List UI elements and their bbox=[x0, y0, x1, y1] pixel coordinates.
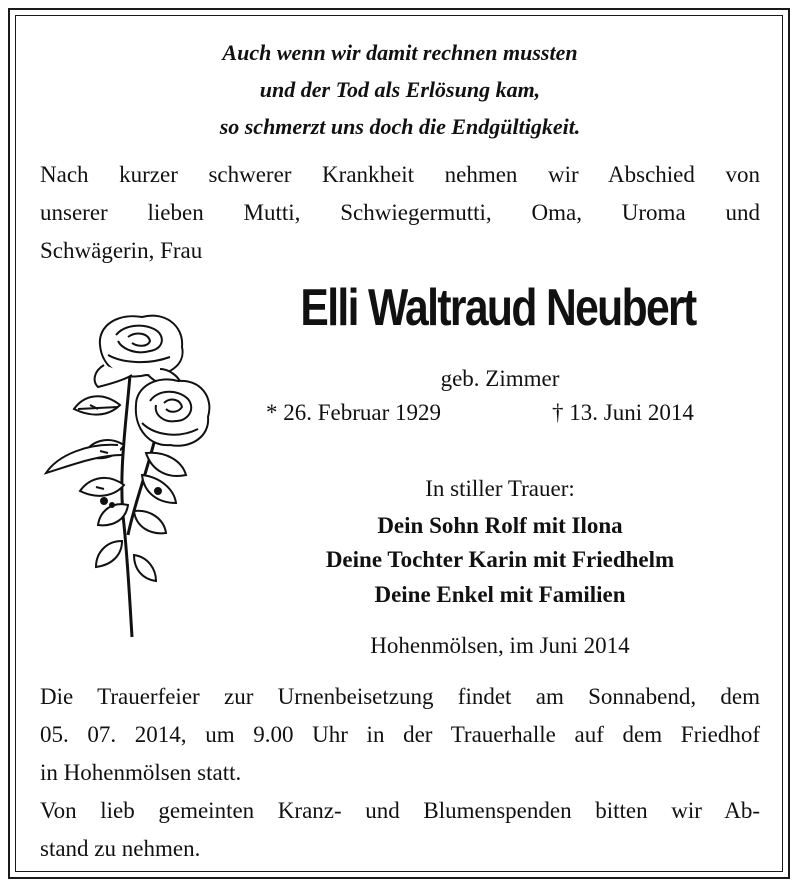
intro-line: unserer lieben Mutti, Schwiegermutti, Oma, Uroma und bbox=[40, 200, 760, 225]
motto-verse bbox=[0, 34, 800, 145]
motto-line: so schmerzt uns doch die Endgültigkeit. bbox=[219, 114, 581, 139]
mourner-line: Deine Enkel mit Familien bbox=[374, 582, 626, 607]
mourner-line: Deine Tochter Karin mit Friedhelm bbox=[325, 547, 675, 572]
mourners-heading: In stiller Trauer: bbox=[425, 476, 575, 501]
notice-line: Die Trauerfeier zur Urnenbeisetzung findet am Sonnabend, dem bbox=[40, 684, 760, 709]
rose-illustration-icon bbox=[38, 305, 228, 645]
place-date: Hohenmölsen, im Juni 2014 bbox=[370, 633, 630, 658]
notice-line: Von lieb gemeinten Kranz- und Blumenspenden bitten wir Ab- bbox=[40, 798, 760, 823]
deceased-name: Elli Waltraud Neubert bbox=[300, 279, 696, 337]
motto-line: und der Tod als Erlösung kam, bbox=[259, 77, 541, 102]
notice-line: stand zu nehmen. bbox=[40, 836, 201, 861]
intro-text bbox=[40, 156, 760, 270]
notice-line: in Hohenmölsen statt. bbox=[40, 760, 242, 785]
motto-line: Auch wenn wir damit rechnen mussten bbox=[222, 40, 578, 65]
birth-name: geb. Zimmer bbox=[440, 366, 560, 391]
intro-line: Schwägerin, Frau bbox=[40, 238, 203, 263]
intro-line: Nach kurzer schwerer Krankheit nehmen wir Abschied von bbox=[40, 162, 760, 187]
mourner-line: Dein Sohn Rolf mit Ilona bbox=[377, 513, 623, 538]
funeral-notice bbox=[40, 678, 760, 868]
birth-date: * 26. Februar 1929 bbox=[266, 400, 442, 425]
notice-line: 05. 07. 2014, um 9.00 Uhr in der Trauerhalle auf dem Friedhof bbox=[40, 722, 760, 747]
death-date: † 13. Juni 2014 bbox=[552, 400, 694, 425]
